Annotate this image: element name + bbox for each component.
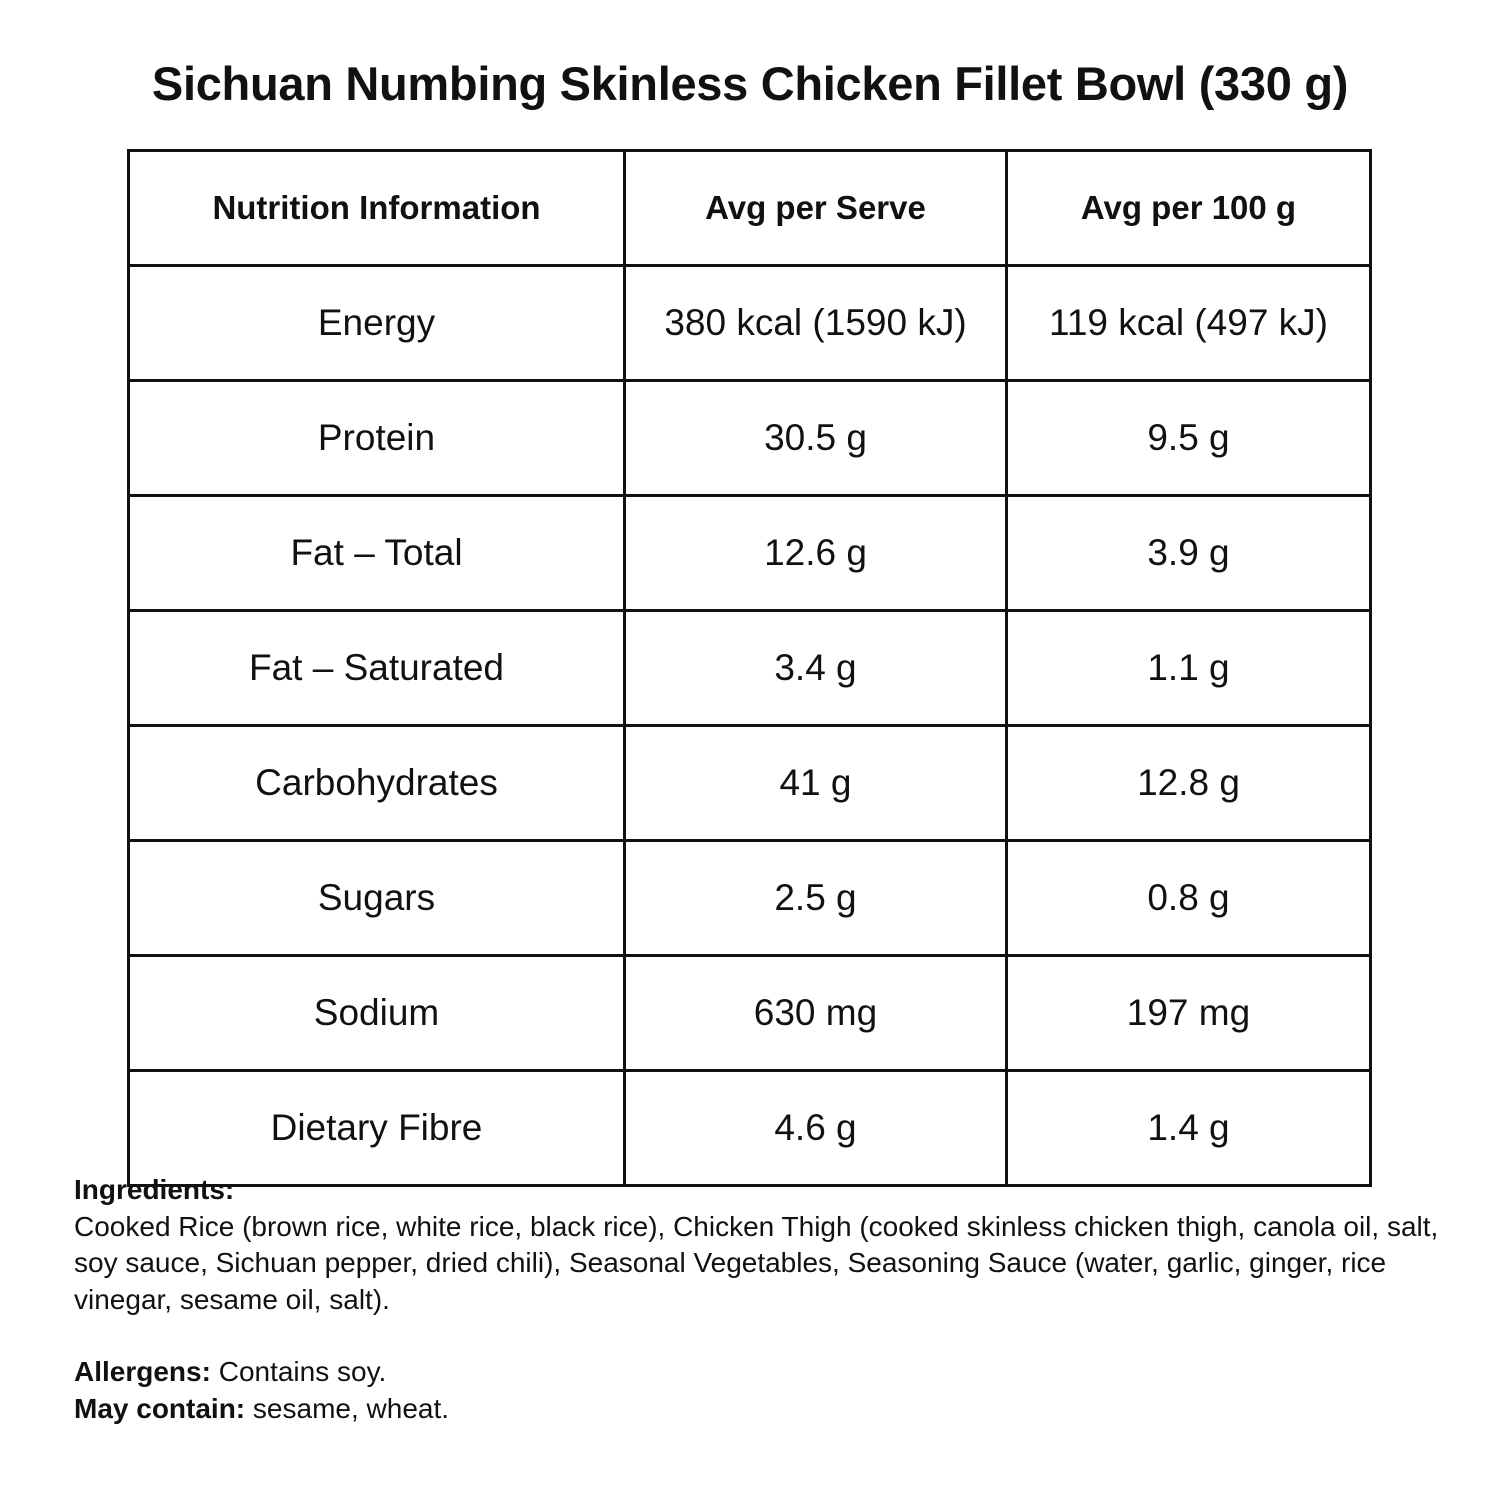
- may-contain-line: [74, 1391, 1474, 1428]
- header-avg-per-100g: Avg per 100 g: [1007, 151, 1371, 266]
- table-row: [129, 496, 1371, 611]
- per-100g-value: 12.8 g: [1007, 726, 1371, 841]
- table-row: [129, 266, 1371, 381]
- per-100g-value: 9.5 g: [1007, 381, 1371, 496]
- nutrient-name: Sodium: [129, 956, 625, 1071]
- nutrient-name: Sugars: [129, 841, 625, 956]
- per-serve-value: 4.6 g: [625, 1071, 1007, 1186]
- nutrition-table: [127, 149, 1372, 1187]
- per-100g-value: 119 kcal (497 kJ): [1007, 266, 1371, 381]
- nutrient-name: Fat – Total: [129, 496, 625, 611]
- nutrient-name: Energy: [129, 266, 625, 381]
- per-serve-value: 41 g: [625, 726, 1007, 841]
- header-avg-per-serve: Avg per Serve: [625, 151, 1007, 266]
- per-serve-value: 630 mg: [625, 956, 1007, 1071]
- per-serve-value: 380 kcal (1590 kJ): [625, 266, 1007, 381]
- ingredients-text: Cooked Rice (brown rice, white rice, black rice), Chicken Thigh (cooked skinless chicken thigh, canola oil, salt, soy sauce, Sichuan pepper, dried chili), Seasonal Vegetables, Seasoning Sauce (water, garlic, ginger, rice vinegar, sesame oil, salt).: [74, 1210, 1439, 1315]
- header-nutrition-information: Nutrition Information: [129, 151, 625, 266]
- table-row: [129, 726, 1371, 841]
- ingredients-label: Ingredients:: [74, 1174, 235, 1205]
- allergens-text: Contains soy.: [218, 1356, 387, 1387]
- allergens-label: Allergens:: [74, 1356, 211, 1387]
- may-contain-label: May contain:: [74, 1392, 246, 1424]
- table-row: [129, 611, 1371, 726]
- per-100g-value: 1.1 g: [1007, 611, 1371, 726]
- per-100g-value: 0.8 g: [1007, 841, 1371, 956]
- page-title: Sichuan Numbing Skinless Chicken Fillet Bowl (330 g): [151, 57, 1349, 110]
- nutrient-name: Fat – Saturated: [129, 611, 625, 726]
- table-row: [129, 956, 1371, 1071]
- nutrient-name: Carbohydrates: [129, 726, 625, 841]
- table-header-row: [129, 151, 1371, 266]
- table-row: [129, 841, 1371, 956]
- nutrient-name: Dietary Fibre: [129, 1071, 625, 1186]
- per-serve-value: 12.6 g: [625, 496, 1007, 611]
- per-100g-value: 3.9 g: [1007, 496, 1371, 611]
- per-serve-value: 3.4 g: [625, 611, 1007, 726]
- table-row: [129, 381, 1371, 496]
- ingredients-heading: [74, 1172, 1474, 1209]
- table-row: [129, 1071, 1371, 1186]
- allergens-line: [74, 1354, 1474, 1391]
- spacer: [74, 1318, 1474, 1354]
- nutrient-name: Protein: [129, 381, 625, 496]
- label-notes: [74, 1172, 1474, 1427]
- per-100g-value: 1.4 g: [1007, 1071, 1371, 1186]
- per-serve-value: 30.5 g: [625, 381, 1007, 496]
- per-serve-value: 2.5 g: [625, 841, 1007, 956]
- per-100g-value: 197 mg: [1007, 956, 1371, 1071]
- may-contain-text: sesame, wheat.: [252, 1392, 450, 1424]
